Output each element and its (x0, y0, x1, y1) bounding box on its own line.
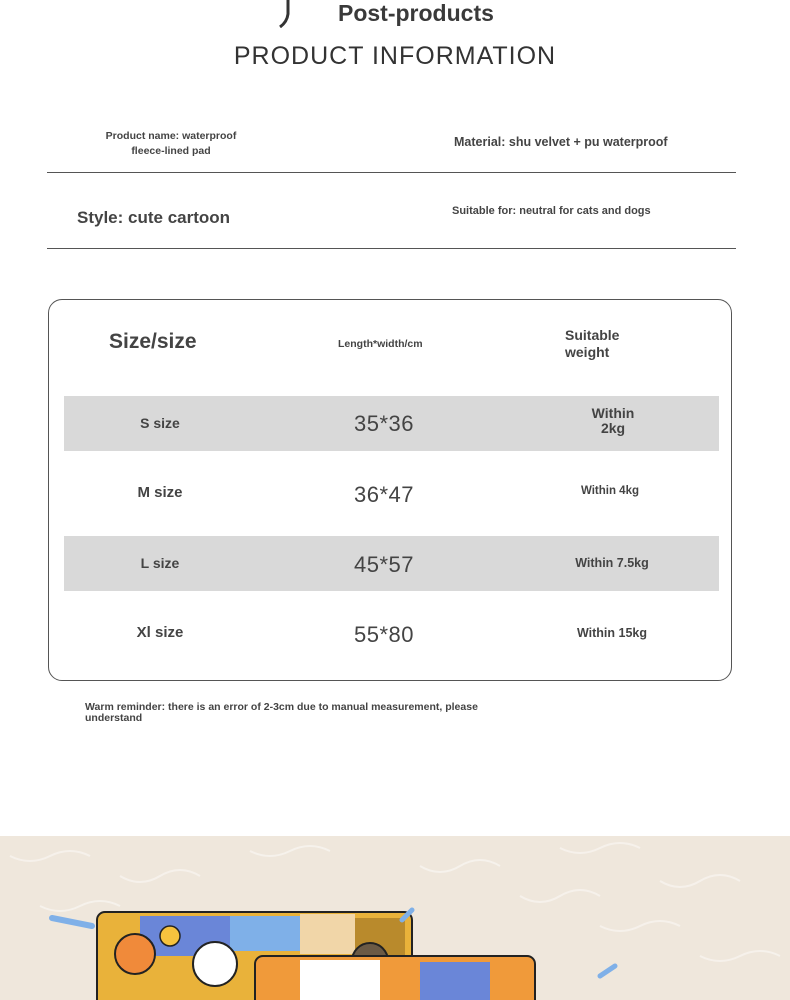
table-header-dimensions: Length*width/cm (338, 338, 423, 350)
size-cell: S size (140, 415, 180, 431)
suitable-for-text: Suitable for: neutral for cats and dogs (452, 205, 651, 217)
table-header-weight: Suitable weight (565, 327, 620, 360)
dimension-cell: 45*57 (353, 552, 414, 577)
divider (47, 248, 736, 249)
material-text: Material: shu velvet + pu waterproof (454, 135, 668, 149)
weight-cell: Within 4kg (580, 485, 640, 497)
size-cell: Xl size (136, 624, 184, 641)
weight-cell: Within 15kg (576, 626, 648, 640)
table-row (64, 396, 719, 451)
dimension-cell: 36*47 (353, 482, 414, 507)
style-text: Style: cute cartoon (77, 208, 231, 227)
header-decoration-icon (270, 0, 332, 28)
warm-reminder-text: Warm reminder: there is an error of 2-3cm due to manual measurement, please understand (85, 701, 478, 724)
divider (47, 172, 736, 173)
page-title: Post-products (338, 0, 494, 26)
dimension-cell: 35*36 (353, 411, 414, 436)
dimension-cell: 55*80 (353, 622, 414, 647)
table-row (64, 466, 719, 521)
size-cell: L size (140, 555, 180, 571)
size-cell: M size (137, 484, 183, 501)
weight-cell: Within 2kg (591, 405, 635, 436)
weight-cell: Within 7.5kg (575, 556, 649, 570)
product-name-text: Product name: waterproof fleece-lined pad (105, 130, 237, 157)
table-row (64, 536, 719, 591)
table-row (64, 606, 719, 661)
table-header-size: Size/size (109, 330, 197, 353)
product-photo (0, 836, 790, 1000)
section-heading: PRODUCT INFORMATION (233, 42, 557, 70)
